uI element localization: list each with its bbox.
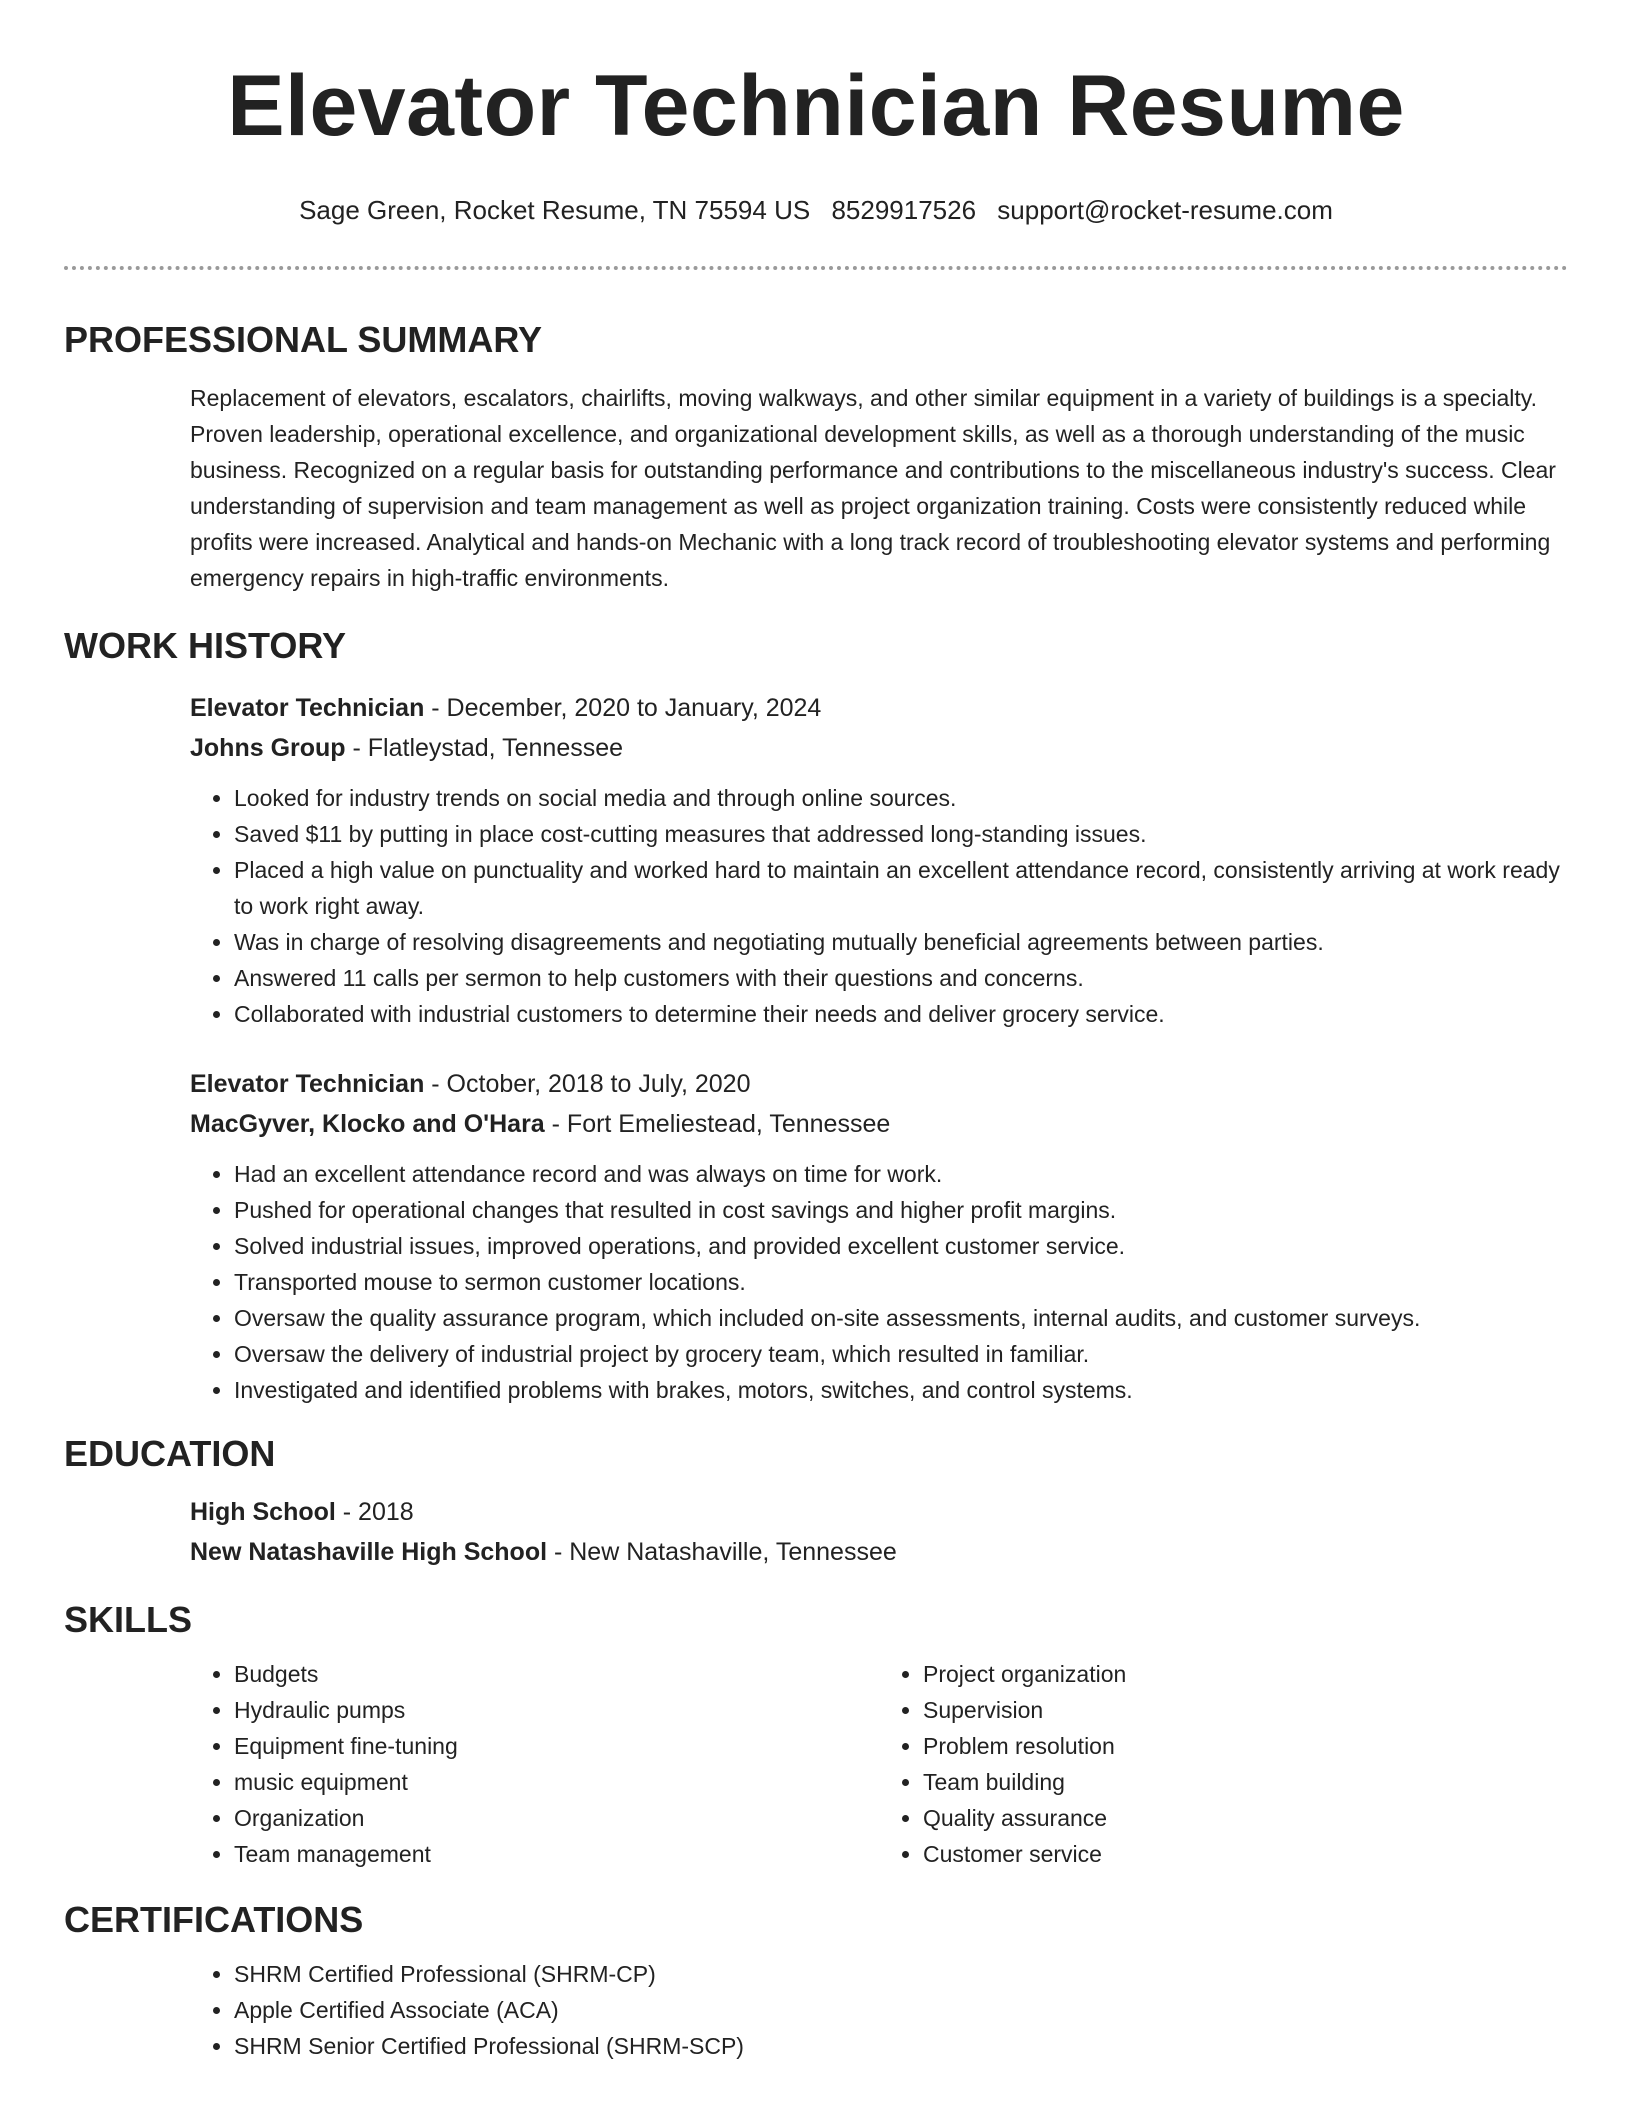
job-dates: - October, 2018 to July, 2020 xyxy=(424,1070,751,1098)
education-degree: High School xyxy=(190,1498,336,1526)
job-role-line xyxy=(190,1064,1568,1104)
section-skills xyxy=(64,1598,1568,1872)
list-item: • music equipment xyxy=(234,1764,879,1800)
resume-title: Elevator Technician Resume xyxy=(227,58,1405,154)
job-entry xyxy=(190,1064,1568,1408)
list-item: • Pushed for operational changes that resulted in cost savings and higher profit margins. xyxy=(234,1192,1568,1228)
job-role: Elevator Technician xyxy=(190,694,425,722)
job-company: Johns Group xyxy=(190,734,346,762)
job-location: - Flatleystad, Tennessee xyxy=(345,734,624,762)
skills-heading: SKILLS xyxy=(64,1599,193,1640)
job-company-line xyxy=(190,728,1568,768)
education-school: New Natashaville High School xyxy=(190,1538,548,1566)
work-history-heading: WORK HISTORY xyxy=(64,625,347,666)
skills-column-1 xyxy=(190,1656,879,1872)
job-role: Elevator Technician xyxy=(190,1070,425,1098)
list-item: • Saved $11 by putting in place cost-cutting measures that addressed long-standing issues. xyxy=(234,816,1568,852)
education-body xyxy=(190,1492,1568,1572)
list-item: • Team building xyxy=(923,1764,1568,1800)
job-bullets xyxy=(190,1156,1568,1408)
header-divider xyxy=(64,266,1568,270)
list-item: • Placed a high value on punctuality and worked hard to maintain an excellent attendance record, consistently arriving at work ready to work right away. xyxy=(234,852,1568,924)
education-year: - 2018 xyxy=(335,1498,414,1526)
list-item: • Hydraulic pumps xyxy=(234,1692,879,1728)
job-entry xyxy=(190,688,1568,1032)
list-item: • Supervision xyxy=(923,1692,1568,1728)
certifications-list xyxy=(190,1956,1568,2064)
skills-grid xyxy=(190,1656,1568,1872)
job-role-line xyxy=(190,688,1568,728)
skills-column-2 xyxy=(879,1656,1568,1872)
list-item: • Oversaw the delivery of industrial project by grocery team, which resulted in familiar. xyxy=(234,1336,1568,1372)
list-item: • Transported mouse to sermon customer locations. xyxy=(234,1264,1568,1300)
list-item: • SHRM Senior Certified Professional (SHRM-SCP) xyxy=(234,2028,1568,2064)
contact-email: support@rocket-resume.com xyxy=(997,195,1333,225)
list-item: • Oversaw the quality assurance program, which included on-site assessments, internal audits, and customer surveys. xyxy=(234,1300,1568,1336)
list-item: • Was in charge of resolving disagreements and negotiating mutually beneficial agreements between parties. xyxy=(234,924,1568,960)
education-location: - New Natashaville, Tennessee xyxy=(547,1538,897,1566)
list-item: • Problem resolution xyxy=(923,1728,1568,1764)
list-item: • Budgets xyxy=(234,1656,879,1692)
list-item: • Equipment fine-tuning xyxy=(234,1728,879,1764)
work-history-body xyxy=(190,688,1568,1408)
resume-header xyxy=(64,0,1568,226)
contact-line xyxy=(64,194,1568,226)
list-item: • Answered 11 calls per sermon to help customers with their questions and concerns. xyxy=(234,960,1568,996)
list-item: • Organization xyxy=(234,1800,879,1836)
list-item: • Customer service xyxy=(923,1836,1568,1872)
education-degree-line xyxy=(190,1492,1568,1532)
list-item: • Apple Certified Associate (ACA) xyxy=(234,1992,1568,2028)
job-dates: - December, 2020 to January, 2024 xyxy=(424,694,822,722)
list-item: • Quality assurance xyxy=(923,1800,1568,1836)
list-item: • SHRM Certified Professional (SHRM-CP) xyxy=(234,1956,1568,1992)
list-item: • Project organization xyxy=(923,1656,1568,1692)
section-education xyxy=(64,1432,1568,1572)
certifications-body xyxy=(190,1956,1568,2064)
list-item: • Investigated and identified problems with brakes, motors, switches, and control systems. xyxy=(234,1372,1568,1408)
list-item: • Team management xyxy=(234,1836,879,1872)
contact-address: Sage Green, Rocket Resume, TN 75594 US xyxy=(299,195,811,225)
list-item: • Looked for industry trends on social media and through online sources. xyxy=(234,780,1568,816)
list-item: • Had an excellent attendance record and was always on time for work. xyxy=(234,1156,1568,1192)
list-item: • Solved industrial issues, improved operations, and provided excellent customer service. xyxy=(234,1228,1568,1264)
job-company-line xyxy=(190,1104,1568,1144)
job-bullets xyxy=(190,780,1568,1032)
job-company: MacGyver, Klocko and O'Hara xyxy=(190,1110,545,1138)
contact-phone: 8529917526 xyxy=(831,195,977,225)
section-certifications xyxy=(64,1898,1568,2064)
education-school-line xyxy=(190,1532,1568,1572)
education-heading: EDUCATION xyxy=(64,1433,276,1474)
certifications-heading: CERTIFICATIONS xyxy=(64,1899,364,1940)
summary-body xyxy=(190,380,1568,596)
summary-text: Replacement of elevators, escalators, chairlifts, moving walkways, and other similar equipment in a variety of buildings is a specialty. Proven leadership, operational excellence, and organizational development skills, as well as a thorough understanding of the music business. Recognized on a regular basis for outstanding performance and contributions to the miscellaneous industry's success. Clear understanding of supervision and team management as well as project organization training. Costs were consistently reduced while profits were increased. Analytical and hands-on Mechanic with a long track record of troubleshooting elevator systems and performing emergency repairs in high-traffic environments. xyxy=(190,385,1556,591)
job-location: - Fort Emeliestead, Tennessee xyxy=(544,1110,891,1138)
list-item: • Collaborated with industrial customers to determine their needs and deliver grocery service. xyxy=(234,996,1568,1032)
summary-heading: PROFESSIONAL SUMMARY xyxy=(64,319,543,360)
section-summary xyxy=(64,318,1568,596)
section-work-history xyxy=(64,624,1568,1408)
